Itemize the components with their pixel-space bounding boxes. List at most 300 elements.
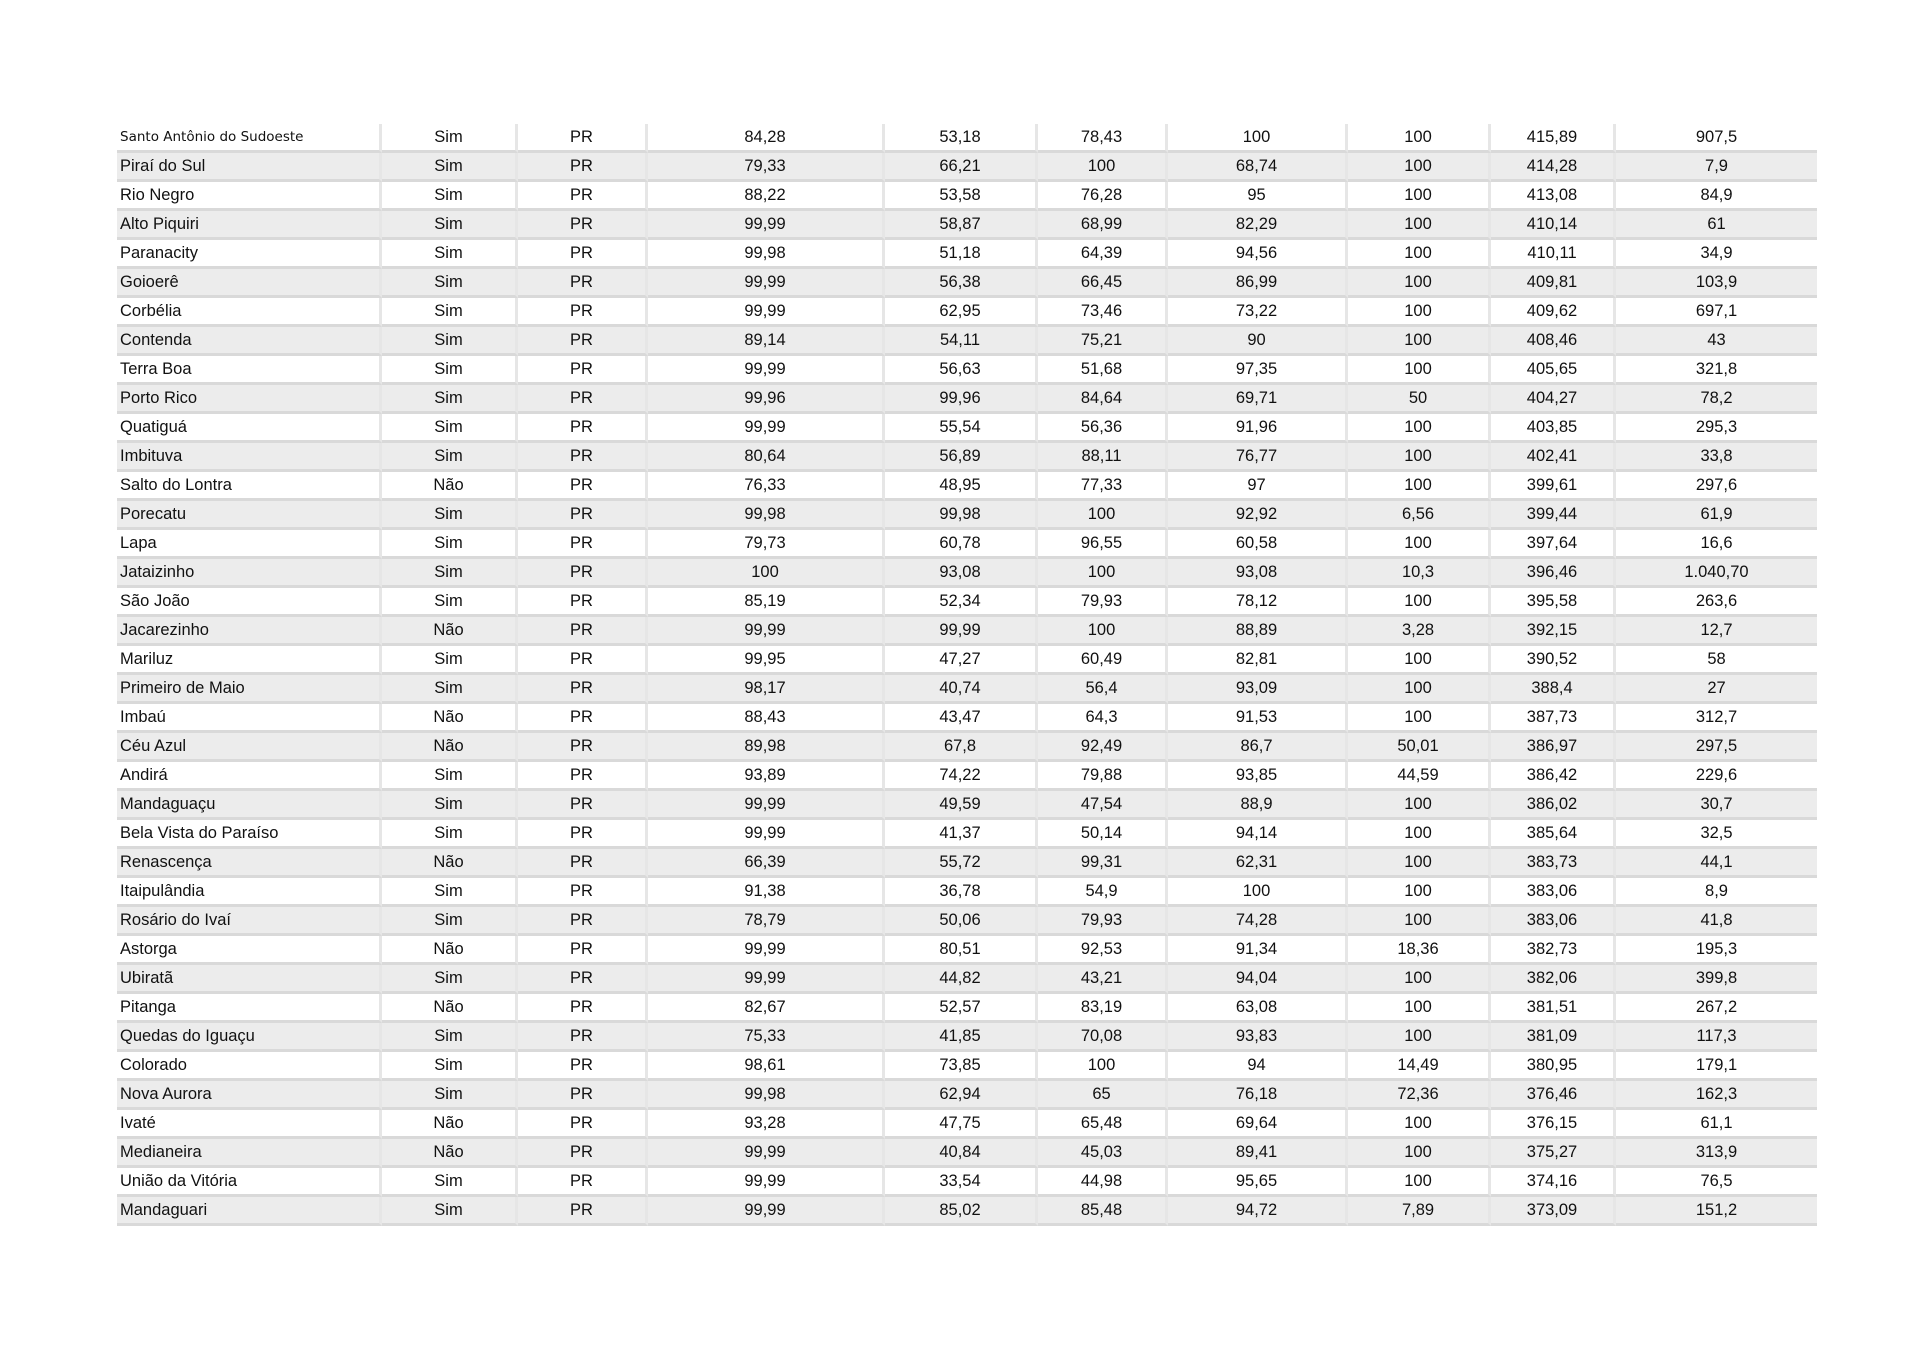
- value-1-cell: 99,99: [648, 269, 885, 298]
- extra-value-cell: 16,6: [1616, 530, 1817, 559]
- table-row: [117, 1168, 1817, 1197]
- total-cell: 409,81: [1491, 269, 1616, 298]
- municipality-cell: Astorga: [117, 936, 382, 965]
- value-4-cell: 86,7: [1168, 733, 1348, 762]
- table-row: [117, 472, 1817, 501]
- municipality-cell: Itaipulândia: [117, 878, 382, 907]
- state-cell: PR: [518, 1023, 648, 1052]
- flag-cell: Não: [382, 617, 518, 646]
- value-2-cell: 66,21: [885, 153, 1038, 182]
- value-2-cell: 47,75: [885, 1110, 1038, 1139]
- value-1-cell: 99,99: [648, 1168, 885, 1197]
- extra-value-cell: 84,9: [1616, 182, 1817, 211]
- value-4-cell: 78,12: [1168, 588, 1348, 617]
- value-2-cell: 43,47: [885, 704, 1038, 733]
- value-3-cell: 64,3: [1038, 704, 1168, 733]
- value-4-cell: 62,31: [1168, 849, 1348, 878]
- value-2-cell: 67,8: [885, 733, 1038, 762]
- value-1-cell: 93,28: [648, 1110, 885, 1139]
- value-2-cell: 41,85: [885, 1023, 1038, 1052]
- value-3-cell: 79,93: [1038, 907, 1168, 936]
- value-3-cell: 79,93: [1038, 588, 1168, 617]
- value-1-cell: 75,33: [648, 1023, 885, 1052]
- state-cell: PR: [518, 646, 648, 675]
- value-1-cell: 88,43: [648, 704, 885, 733]
- value-2-cell: 54,11: [885, 327, 1038, 356]
- extra-value-cell: 697,1: [1616, 298, 1817, 327]
- table-row: [117, 327, 1817, 356]
- total-cell: 410,14: [1491, 211, 1616, 240]
- value-3-cell: 85,48: [1038, 1197, 1168, 1226]
- flag-cell: Sim: [382, 762, 518, 791]
- value-3-cell: 100: [1038, 617, 1168, 646]
- flag-cell: Sim: [382, 356, 518, 385]
- table-row: [117, 936, 1817, 965]
- value-1-cell: 85,19: [648, 588, 885, 617]
- value-1-cell: 100: [648, 559, 885, 588]
- total-cell: 396,46: [1491, 559, 1616, 588]
- value-4-cell: 92,92: [1168, 501, 1348, 530]
- value-2-cell: 50,06: [885, 907, 1038, 936]
- flag-cell: Sim: [382, 269, 518, 298]
- table-row: [117, 211, 1817, 240]
- value-2-cell: 58,87: [885, 211, 1038, 240]
- value-5-cell: 3,28: [1348, 617, 1491, 646]
- value-5-cell: 10,3: [1348, 559, 1491, 588]
- state-cell: PR: [518, 124, 648, 153]
- table-row: [117, 1081, 1817, 1110]
- flag-cell: Sim: [382, 559, 518, 588]
- value-1-cell: 79,33: [648, 153, 885, 182]
- value-1-cell: 99,99: [648, 791, 885, 820]
- value-1-cell: 76,33: [648, 472, 885, 501]
- value-4-cell: 91,53: [1168, 704, 1348, 733]
- value-3-cell: 65,48: [1038, 1110, 1168, 1139]
- value-1-cell: 99,99: [648, 965, 885, 994]
- value-5-cell: 100: [1348, 791, 1491, 820]
- total-cell: 387,73: [1491, 704, 1616, 733]
- value-3-cell: 100: [1038, 559, 1168, 588]
- total-cell: 399,44: [1491, 501, 1616, 530]
- flag-cell: Sim: [382, 385, 518, 414]
- flag-cell: Sim: [382, 153, 518, 182]
- flag-cell: Não: [382, 1139, 518, 1168]
- state-cell: PR: [518, 878, 648, 907]
- extra-value-cell: 263,6: [1616, 588, 1817, 617]
- value-5-cell: 72,36: [1348, 1081, 1491, 1110]
- extra-value-cell: 34,9: [1616, 240, 1817, 269]
- municipality-cell: Paranacity: [117, 240, 382, 269]
- value-2-cell: 53,58: [885, 182, 1038, 211]
- value-5-cell: 100: [1348, 849, 1491, 878]
- table-row: [117, 240, 1817, 269]
- table-row: [117, 182, 1817, 211]
- state-cell: PR: [518, 1139, 648, 1168]
- municipality-cell: Mandaguari: [117, 1197, 382, 1226]
- table-row: [117, 1052, 1817, 1081]
- table-row: [117, 791, 1817, 820]
- flag-cell: Sim: [382, 820, 518, 849]
- flag-cell: Sim: [382, 501, 518, 530]
- value-3-cell: 99,31: [1038, 849, 1168, 878]
- value-5-cell: 100: [1348, 588, 1491, 617]
- extra-value-cell: 41,8: [1616, 907, 1817, 936]
- extra-value-cell: 151,2: [1616, 1197, 1817, 1226]
- value-4-cell: 82,81: [1168, 646, 1348, 675]
- extra-value-cell: 61,9: [1616, 501, 1817, 530]
- state-cell: PR: [518, 211, 648, 240]
- total-cell: 381,51: [1491, 994, 1616, 1023]
- value-2-cell: 52,57: [885, 994, 1038, 1023]
- value-1-cell: 99,98: [648, 240, 885, 269]
- value-4-cell: 97,35: [1168, 356, 1348, 385]
- total-cell: 397,64: [1491, 530, 1616, 559]
- value-2-cell: 56,89: [885, 443, 1038, 472]
- value-2-cell: 62,95: [885, 298, 1038, 327]
- municipality-cell: Quedas do Iguaçu: [117, 1023, 382, 1052]
- total-cell: 408,46: [1491, 327, 1616, 356]
- value-1-cell: 66,39: [648, 849, 885, 878]
- state-cell: PR: [518, 1110, 648, 1139]
- municipality-cell: Nova Aurora: [117, 1081, 382, 1110]
- table-row: [117, 762, 1817, 791]
- value-5-cell: 100: [1348, 965, 1491, 994]
- value-2-cell: 93,08: [885, 559, 1038, 588]
- state-cell: PR: [518, 501, 648, 530]
- total-cell: 395,58: [1491, 588, 1616, 617]
- flag-cell: Sim: [382, 182, 518, 211]
- value-4-cell: 60,58: [1168, 530, 1348, 559]
- value-3-cell: 47,54: [1038, 791, 1168, 820]
- value-1-cell: 82,67: [648, 994, 885, 1023]
- value-4-cell: 74,28: [1168, 907, 1348, 936]
- value-5-cell: 50,01: [1348, 733, 1491, 762]
- value-2-cell: 55,72: [885, 849, 1038, 878]
- extra-value-cell: 195,3: [1616, 936, 1817, 965]
- value-5-cell: 44,59: [1348, 762, 1491, 791]
- state-cell: PR: [518, 472, 648, 501]
- value-5-cell: 100: [1348, 1110, 1491, 1139]
- total-cell: 413,08: [1491, 182, 1616, 211]
- value-4-cell: 69,71: [1168, 385, 1348, 414]
- value-5-cell: 100: [1348, 646, 1491, 675]
- value-5-cell: 100: [1348, 211, 1491, 240]
- table-row: [117, 588, 1817, 617]
- extra-value-cell: 295,3: [1616, 414, 1817, 443]
- value-5-cell: 100: [1348, 1139, 1491, 1168]
- total-cell: 402,41: [1491, 443, 1616, 472]
- value-2-cell: 49,59: [885, 791, 1038, 820]
- value-3-cell: 100: [1038, 501, 1168, 530]
- value-5-cell: 100: [1348, 907, 1491, 936]
- value-3-cell: 64,39: [1038, 240, 1168, 269]
- state-cell: PR: [518, 617, 648, 646]
- municipality-cell: Andirá: [117, 762, 382, 791]
- value-2-cell: 56,63: [885, 356, 1038, 385]
- value-3-cell: 92,49: [1038, 733, 1168, 762]
- value-1-cell: 89,14: [648, 327, 885, 356]
- value-5-cell: 6,56: [1348, 501, 1491, 530]
- value-3-cell: 50,14: [1038, 820, 1168, 849]
- value-5-cell: 50: [1348, 385, 1491, 414]
- value-1-cell: 79,73: [648, 530, 885, 559]
- state-cell: PR: [518, 443, 648, 472]
- extra-value-cell: 27: [1616, 675, 1817, 704]
- value-5-cell: 100: [1348, 820, 1491, 849]
- value-1-cell: 99,99: [648, 298, 885, 327]
- value-2-cell: 40,84: [885, 1139, 1038, 1168]
- value-1-cell: 99,99: [648, 211, 885, 240]
- value-1-cell: 80,64: [648, 443, 885, 472]
- value-5-cell: 100: [1348, 269, 1491, 298]
- value-4-cell: 94: [1168, 1052, 1348, 1081]
- total-cell: 410,11: [1491, 240, 1616, 269]
- value-2-cell: 47,27: [885, 646, 1038, 675]
- value-2-cell: 53,18: [885, 124, 1038, 153]
- value-5-cell: 100: [1348, 704, 1491, 733]
- value-2-cell: 56,38: [885, 269, 1038, 298]
- total-cell: 383,06: [1491, 878, 1616, 907]
- value-5-cell: 14,49: [1348, 1052, 1491, 1081]
- value-4-cell: 86,99: [1168, 269, 1348, 298]
- state-cell: PR: [518, 675, 648, 704]
- extra-value-cell: 32,5: [1616, 820, 1817, 849]
- table-row: [117, 414, 1817, 443]
- table-row: [117, 820, 1817, 849]
- total-cell: 399,61: [1491, 472, 1616, 501]
- flag-cell: Sim: [382, 1081, 518, 1110]
- state-cell: PR: [518, 327, 648, 356]
- municipality-cell: Mariluz: [117, 646, 382, 675]
- state-cell: PR: [518, 791, 648, 820]
- extra-value-cell: 297,6: [1616, 472, 1817, 501]
- flag-cell: Sim: [382, 791, 518, 820]
- state-cell: PR: [518, 414, 648, 443]
- value-2-cell: 48,95: [885, 472, 1038, 501]
- municipality-cell: Imbaú: [117, 704, 382, 733]
- flag-cell: Sim: [382, 646, 518, 675]
- flag-cell: Sim: [382, 124, 518, 153]
- state-cell: PR: [518, 907, 648, 936]
- total-cell: 404,27: [1491, 385, 1616, 414]
- total-cell: 383,73: [1491, 849, 1616, 878]
- state-cell: PR: [518, 704, 648, 733]
- flag-cell: Sim: [382, 1197, 518, 1226]
- municipality-cell: Piraí do Sul: [117, 153, 382, 182]
- flag-cell: Sim: [382, 965, 518, 994]
- table-row: [117, 356, 1817, 385]
- value-5-cell: 100: [1348, 1168, 1491, 1197]
- state-cell: PR: [518, 530, 648, 559]
- state-cell: PR: [518, 820, 648, 849]
- table-row: [117, 559, 1817, 588]
- value-2-cell: 51,18: [885, 240, 1038, 269]
- state-cell: PR: [518, 153, 648, 182]
- state-cell: PR: [518, 559, 648, 588]
- extra-value-cell: 297,5: [1616, 733, 1817, 762]
- value-3-cell: 66,45: [1038, 269, 1168, 298]
- value-3-cell: 76,28: [1038, 182, 1168, 211]
- table-row: [117, 704, 1817, 733]
- table-row: [117, 1139, 1817, 1168]
- state-cell: PR: [518, 994, 648, 1023]
- value-5-cell: 7,89: [1348, 1197, 1491, 1226]
- municipality-cell: Renascença: [117, 849, 382, 878]
- state-cell: PR: [518, 182, 648, 211]
- value-5-cell: 100: [1348, 675, 1491, 704]
- municipality-cell: União da Vitória: [117, 1168, 382, 1197]
- value-1-cell: 99,99: [648, 1139, 885, 1168]
- table-row: [117, 501, 1817, 530]
- value-5-cell: 100: [1348, 124, 1491, 153]
- municipality-cell: Corbélia: [117, 298, 382, 327]
- flag-cell: Não: [382, 936, 518, 965]
- value-2-cell: 40,74: [885, 675, 1038, 704]
- table-row: [117, 1197, 1817, 1226]
- value-3-cell: 60,49: [1038, 646, 1168, 675]
- state-cell: PR: [518, 936, 648, 965]
- value-2-cell: 44,82: [885, 965, 1038, 994]
- flag-cell: Sim: [382, 327, 518, 356]
- flag-cell: Sim: [382, 211, 518, 240]
- extra-value-cell: 229,6: [1616, 762, 1817, 791]
- table-row: [117, 153, 1817, 182]
- value-4-cell: 95: [1168, 182, 1348, 211]
- municipality-cell: Pitanga: [117, 994, 382, 1023]
- table-row: [117, 530, 1817, 559]
- state-cell: PR: [518, 385, 648, 414]
- value-1-cell: 99,99: [648, 936, 885, 965]
- value-5-cell: 100: [1348, 530, 1491, 559]
- state-cell: PR: [518, 1197, 648, 1226]
- extra-value-cell: 43: [1616, 327, 1817, 356]
- value-2-cell: 85,02: [885, 1197, 1038, 1226]
- municipality-cell: Porecatu: [117, 501, 382, 530]
- total-cell: 403,85: [1491, 414, 1616, 443]
- data-sheet: [117, 124, 1817, 1226]
- total-cell: 414,28: [1491, 153, 1616, 182]
- total-cell: 382,06: [1491, 965, 1616, 994]
- value-4-cell: 90: [1168, 327, 1348, 356]
- municipality-table: [117, 124, 1817, 1226]
- value-2-cell: 62,94: [885, 1081, 1038, 1110]
- municipality-cell: Colorado: [117, 1052, 382, 1081]
- value-4-cell: 93,83: [1168, 1023, 1348, 1052]
- table-row: [117, 1023, 1817, 1052]
- value-4-cell: 69,64: [1168, 1110, 1348, 1139]
- flag-cell: Sim: [382, 443, 518, 472]
- extra-value-cell: 267,2: [1616, 994, 1817, 1023]
- table-row: [117, 1110, 1817, 1139]
- table-row: [117, 124, 1817, 153]
- value-2-cell: 74,22: [885, 762, 1038, 791]
- extra-value-cell: 313,9: [1616, 1139, 1817, 1168]
- flag-cell: Sim: [382, 414, 518, 443]
- state-cell: PR: [518, 240, 648, 269]
- municipality-cell: Goioerê: [117, 269, 382, 298]
- value-2-cell: 52,34: [885, 588, 1038, 617]
- flag-cell: Sim: [382, 907, 518, 936]
- flag-cell: Não: [382, 472, 518, 501]
- value-3-cell: 73,46: [1038, 298, 1168, 327]
- value-5-cell: 100: [1348, 1023, 1491, 1052]
- state-cell: PR: [518, 588, 648, 617]
- value-1-cell: 99,98: [648, 1081, 885, 1110]
- municipality-cell: Santo Antônio do Sudoeste: [117, 124, 382, 153]
- table-row: [117, 646, 1817, 675]
- value-2-cell: 99,96: [885, 385, 1038, 414]
- value-4-cell: 63,08: [1168, 994, 1348, 1023]
- extra-value-cell: 1.040,70: [1616, 559, 1817, 588]
- flag-cell: Não: [382, 704, 518, 733]
- municipality-cell: Primeiro de Maio: [117, 675, 382, 704]
- value-3-cell: 77,33: [1038, 472, 1168, 501]
- total-cell: 381,09: [1491, 1023, 1616, 1052]
- value-4-cell: 76,77: [1168, 443, 1348, 472]
- value-2-cell: 41,37: [885, 820, 1038, 849]
- value-1-cell: 99,99: [648, 617, 885, 646]
- value-1-cell: 91,38: [648, 878, 885, 907]
- flag-cell: Sim: [382, 675, 518, 704]
- table-row: [117, 617, 1817, 646]
- value-3-cell: 56,4: [1038, 675, 1168, 704]
- value-2-cell: 99,99: [885, 617, 1038, 646]
- total-cell: 386,42: [1491, 762, 1616, 791]
- flag-cell: Sim: [382, 1052, 518, 1081]
- flag-cell: Não: [382, 994, 518, 1023]
- value-4-cell: 68,74: [1168, 153, 1348, 182]
- value-5-cell: 100: [1348, 240, 1491, 269]
- value-1-cell: 99,98: [648, 501, 885, 530]
- extra-value-cell: 33,8: [1616, 443, 1817, 472]
- municipality-cell: Imbituva: [117, 443, 382, 472]
- table-row: [117, 675, 1817, 704]
- value-2-cell: 33,54: [885, 1168, 1038, 1197]
- state-cell: PR: [518, 1168, 648, 1197]
- value-4-cell: 89,41: [1168, 1139, 1348, 1168]
- value-3-cell: 45,03: [1038, 1139, 1168, 1168]
- state-cell: PR: [518, 298, 648, 327]
- value-3-cell: 100: [1038, 153, 1168, 182]
- municipality-cell: Bela Vista do Paraíso: [117, 820, 382, 849]
- value-3-cell: 88,11: [1038, 443, 1168, 472]
- extra-value-cell: 30,7: [1616, 791, 1817, 820]
- table-row: [117, 298, 1817, 327]
- value-4-cell: 88,89: [1168, 617, 1348, 646]
- total-cell: 415,89: [1491, 124, 1616, 153]
- value-1-cell: 84,28: [648, 124, 885, 153]
- table-row: [117, 965, 1817, 994]
- total-cell: 374,16: [1491, 1168, 1616, 1197]
- total-cell: 385,64: [1491, 820, 1616, 849]
- table-row: [117, 385, 1817, 414]
- extra-value-cell: 8,9: [1616, 878, 1817, 907]
- value-4-cell: 100: [1168, 124, 1348, 153]
- total-cell: 409,62: [1491, 298, 1616, 327]
- extra-value-cell: 58: [1616, 646, 1817, 675]
- value-1-cell: 78,79: [648, 907, 885, 936]
- state-cell: PR: [518, 733, 648, 762]
- value-3-cell: 96,55: [1038, 530, 1168, 559]
- value-3-cell: 84,64: [1038, 385, 1168, 414]
- value-3-cell: 100: [1038, 1052, 1168, 1081]
- value-1-cell: 99,99: [648, 356, 885, 385]
- value-5-cell: 100: [1348, 878, 1491, 907]
- flag-cell: Sim: [382, 878, 518, 907]
- extra-value-cell: 312,7: [1616, 704, 1817, 733]
- value-4-cell: 73,22: [1168, 298, 1348, 327]
- extra-value-cell: 907,5: [1616, 124, 1817, 153]
